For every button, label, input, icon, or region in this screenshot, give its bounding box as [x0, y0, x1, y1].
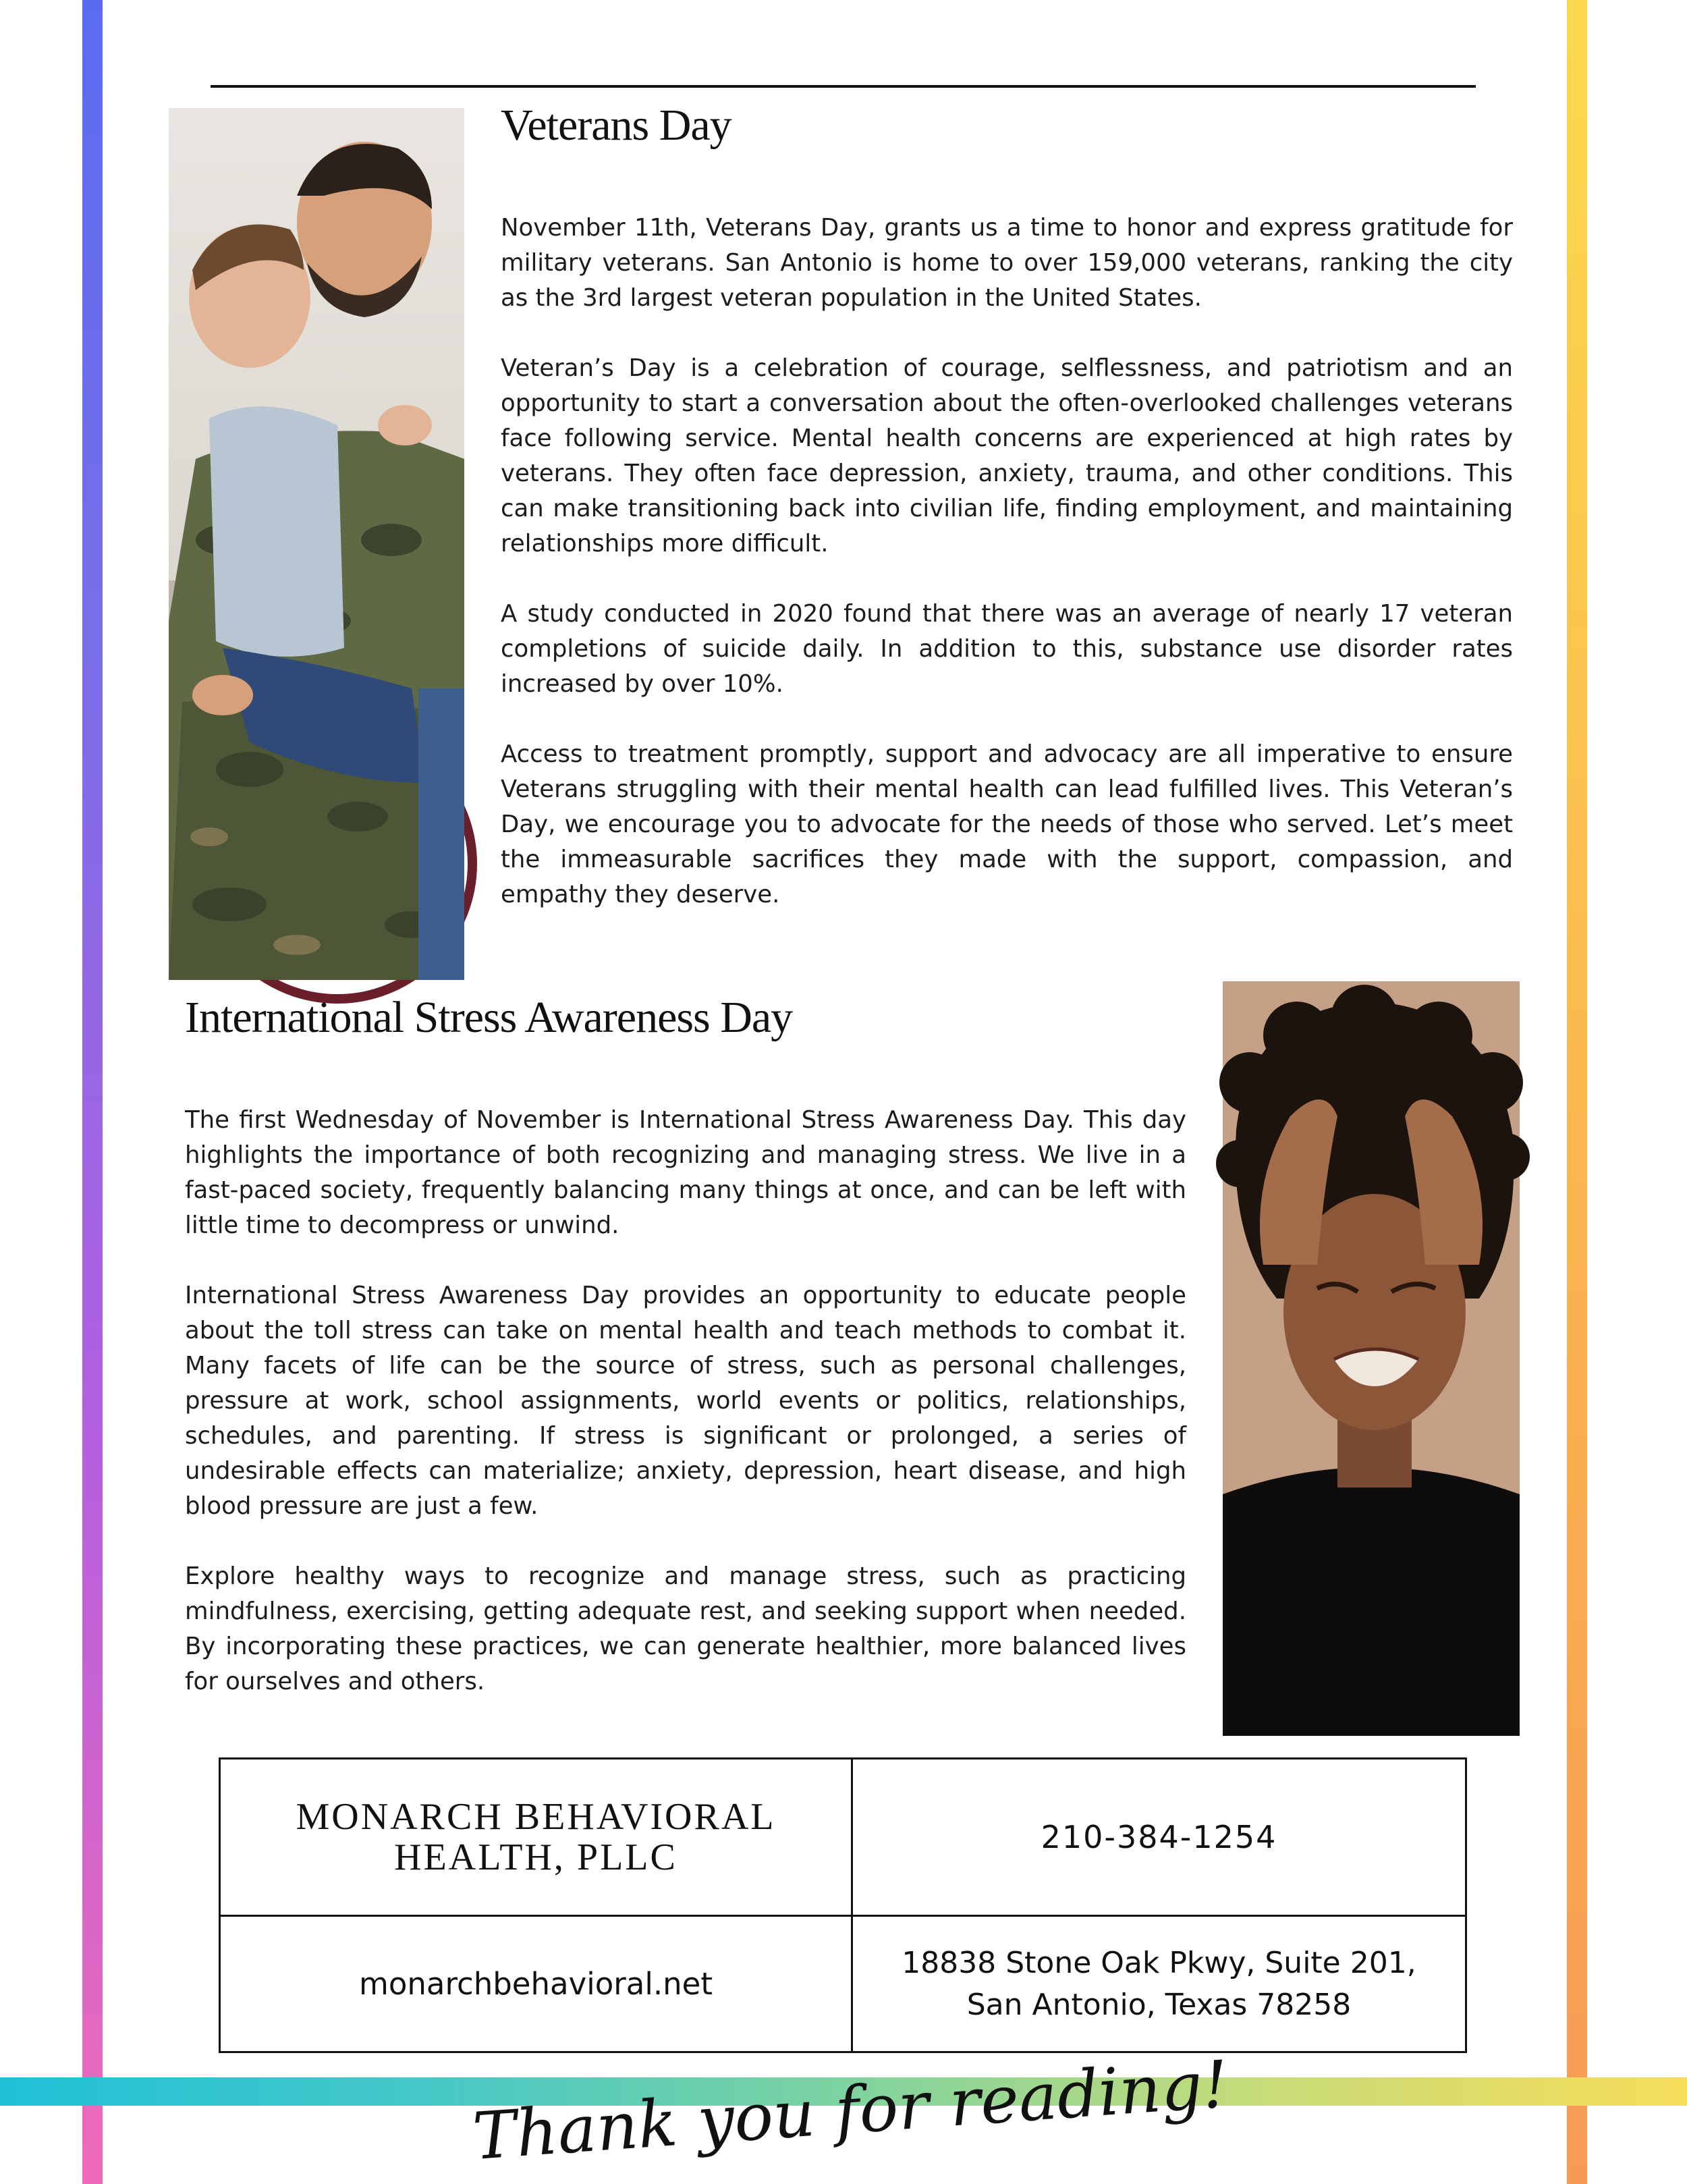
stressed-woman-photo: [1223, 981, 1520, 1736]
veterans-paragraph: Veteran’s Day is a celebration of courage, selflessness, and patriotism and an opportunity to start a conversation about the often-overlooked challenges veterans face following service. Mental health concerns are experienced at high rates by veterans. They often face depression, anxiety, trauma, and other conditions. This can make transitioning back into civilian life, finding employment, and maintaining relationships more difficult.: [501, 354, 1513, 557]
left-gradient-bar: [82, 0, 103, 2184]
stress-paragraph: Explore healthy ways to recognize and manage stress, such as practicing mindfulness, exercising, getting adequate rest, and seeking support when needed. By incorporating these practices, we can generate healthier, more balanced lives for ourselves and others.: [185, 1562, 1186, 1695]
phone-number[interactable]: 210-384-1254: [1041, 1819, 1277, 1855]
stress-paragraph: International Stress Awareness Day provides an opportunity to educate people about the toll stress can take on mental health and teach methods to combat it. Many facets of life can be the source of stress, such as personal challenges, pressure at work, school assignments, world events or politics, relationships, schedules, and parenting. If stress is significant or prolonged, a series of undesirable effects can materialize; anxiety, depression, heart disease, and high blood pressure are just a few.: [185, 1282, 1186, 1520]
address-line2: San Antonio, Texas 78258: [966, 1987, 1352, 2022]
website-link[interactable]: monarchbehavioral.net: [359, 1966, 713, 2002]
stress-paragraph: The first Wednesday of November is International Stress Awareness Day. This day highlights the importance of both recognizing and managing stress. We live in a fast-paced society, frequently balancing many things at once, and can be left with little time to decompress or unwind.: [185, 1106, 1186, 1239]
contact-info-table: [219, 1757, 1467, 2053]
address-line1: 18838 Stone Oak Pkwy, Suite 201,: [902, 1945, 1416, 1980]
top-divider: [211, 85, 1476, 88]
right-gradient-bar: [1567, 0, 1587, 2184]
veterans-paragraph: A study conducted in 2020 found that there was an average of nearly 17 veteran completions of suicide daily. In addition to this, substance use disorder rates increased by over 10%.: [501, 600, 1513, 698]
veterans-day-title: Veterans Day: [501, 101, 731, 150]
veterans-paragraph: Access to treatment promptly, support and advocacy are all imperative to ensure Veterans struggling with their mental health can lead fulfilled lives. This Veteran’s Day, we encourage you to advocate for the needs of those who served. Let’s meet the immeasurable sacrifices they made with the support, compassion, and empathy they deserve.: [501, 740, 1513, 908]
veterans-paragraph: November 11th, Veterans Day, grants us a time to honor and express gratitude for military veterans. San Antonio is home to over 159,000 veterans, ranking the city as the 3rd largest veteran population in the United States.: [501, 214, 1513, 312]
veterans-day-body: [501, 211, 1513, 948]
organization-name: [221, 1759, 851, 1915]
stress-awareness-body: [185, 1103, 1186, 1735]
organization-name-line2: HEALTH, PLLC: [394, 1836, 677, 1878]
stress-awareness-title: International Stress Awareness Day: [185, 993, 793, 1042]
veteran-father-son-photo: [169, 108, 464, 980]
thank-you-signature: [470, 2031, 1231, 2175]
organization-name-line1: MONARCH BEHAVIORAL: [296, 1796, 776, 1838]
closing-script-text: Thank you for reading!: [470, 2046, 1231, 2175]
